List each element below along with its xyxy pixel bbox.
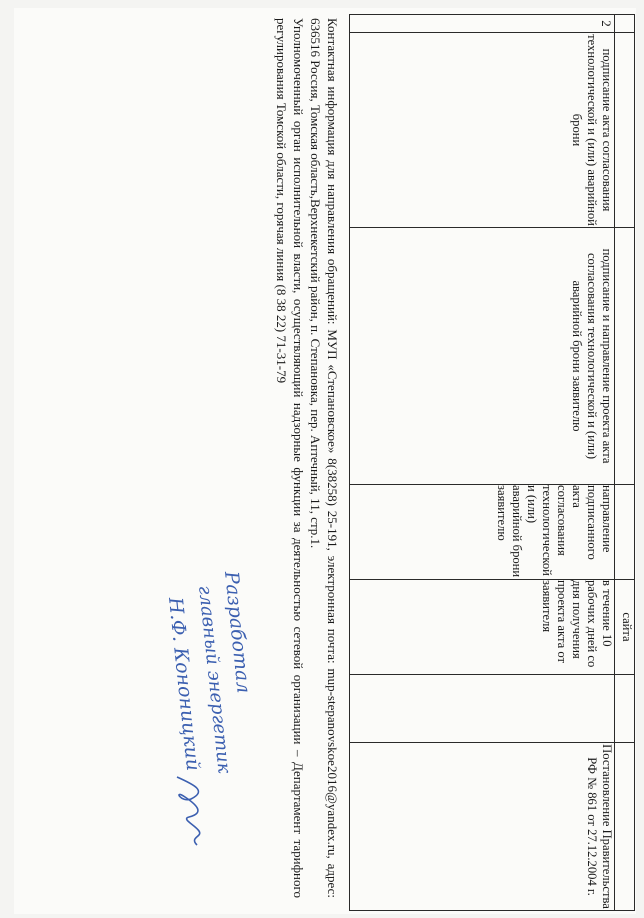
document-page — [14, 8, 636, 914]
row-step: подписание акта согласования технологической и (или) аварийной брони — [350, 33, 615, 228]
row-content: подписание и направление проекта акта согласования технологической и (или) аварийной брони заявителю — [350, 228, 615, 485]
authority-info: Уполномоченный орган исполнительной власти, осуществляющий надзорные функции за деятельностью сетевой организации – Департамент тарифного регулирования Томской области, горячая линия (8 38 22) 71-31-79 — [274, 18, 306, 898]
table-header-row — [615, 15, 635, 911]
signature-line-3: Н.Ф. Кононицкий — [164, 596, 205, 772]
row-number: 2 — [350, 15, 615, 33]
row-term: в течение 10 рабочих дней со дня получения проекта акта от заявителя — [350, 580, 615, 675]
procedure-table — [349, 14, 635, 911]
handwritten-signature — [139, 562, 249, 882]
row-result: направление подписанного акта согласования технологической и (или) аварийной брони заявителю — [350, 485, 615, 580]
footer-info — [273, 18, 341, 898]
contact-info: Контактная информация для направления обращений: МУП «Степановское» 8(38258) 25-191, электронная почта: mup-stepanovskoe2016@yandex.ru, адрес: 636516 Россия, Томская область,Верхнекетский район, п. Степановка, пер. Аптечный, 11, стр.1. — [308, 18, 340, 898]
row-reference: Постановление Правительства РФ № 861 от 27.12.2004 г. — [350, 743, 615, 911]
rotated-content — [21, 14, 635, 910]
signature-line-2: главный энергетик — [194, 584, 235, 775]
signature-squiggle — [177, 777, 200, 845]
signature-line-1: Разработал — [220, 570, 249, 695]
table-row — [350, 15, 615, 911]
signature-drawing — [139, 562, 249, 882]
header-cell-site: сайта — [615, 580, 635, 675]
